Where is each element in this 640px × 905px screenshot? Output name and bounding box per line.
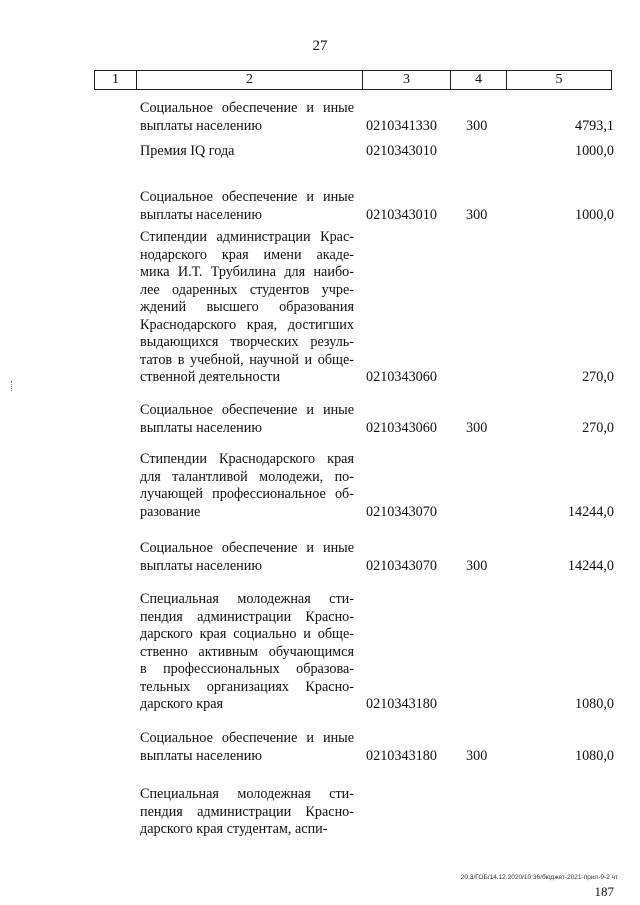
table-row — [0, 229, 640, 387]
row-description-line: Социальное обеспечение и иные — [140, 189, 354, 205]
footer-stamp: 20.3/ГОБ/14.12.2020/10:36/бюджет-2021-прил-9-2 чт — [460, 874, 618, 881]
header-col-3: 3 — [363, 71, 451, 89]
table-row — [0, 143, 640, 161]
row-description-line: выплаты населению — [140, 419, 262, 436]
row-description-line: мика И.Т. Трубилина для наибо- — [140, 264, 354, 280]
row-expense-type: 300 — [466, 206, 488, 223]
row-expense-type: 300 — [466, 747, 488, 764]
row-code: 0210343010 — [366, 143, 437, 159]
row-description-line: Стипендии администрации Крас- — [140, 229, 354, 245]
row-description-line: Специальная молодежная сти- — [140, 591, 354, 607]
row-description-line: пендия администрации Красно- — [140, 803, 354, 820]
table-row — [0, 451, 640, 521]
row-expense-type: 300 — [466, 557, 488, 574]
row-description-line: ждений высшего образования — [140, 299, 354, 315]
row-description — [140, 100, 354, 135]
row-amount: 1080,0 — [574, 696, 614, 712]
row-description-line: дарского края — [140, 696, 224, 712]
row-description-line: Социальное обеспечение и иные — [140, 402, 354, 418]
row-description-line: выплаты населению — [140, 557, 262, 574]
table-row — [0, 786, 640, 839]
row-description-line: выплаты населению — [140, 117, 262, 134]
row-expense-type: 300 — [466, 117, 488, 134]
header-col-4: 4 — [451, 71, 507, 89]
row-description-line: Краснодарского края, достигших — [140, 316, 354, 333]
row-amount: 4793,1 — [574, 117, 614, 134]
row-description-line: выплаты населению — [140, 206, 262, 223]
row-description-line: в профессиональных образова- — [140, 661, 354, 677]
row-description — [140, 189, 354, 224]
table-row — [0, 540, 640, 575]
row-amount: 1080,0 — [574, 747, 614, 764]
row-description-line: Социальное обеспечение и иные — [140, 730, 354, 746]
row-description-line: татов в учебной, научной и обще- — [140, 351, 354, 368]
header-col-5: 5 — [555, 72, 563, 87]
row-description-line: лее одаренных студентов учре- — [140, 281, 354, 298]
row-description-line: Специальная молодежная сти- — [140, 786, 354, 802]
table-row — [0, 100, 640, 135]
row-amount: 14244,0 — [567, 503, 614, 520]
header-col-2: 2 — [137, 71, 363, 89]
table-row — [0, 402, 640, 437]
row-expense-type: 300 — [466, 419, 488, 436]
row-code: 0210343070 — [366, 503, 437, 520]
row-code: 0210343180 — [366, 696, 437, 712]
row-code: 0210343070 — [366, 557, 437, 574]
row-code: 0210343010 — [366, 206, 437, 223]
row-description-line: для талантливой молодежи, по- — [140, 468, 354, 485]
row-description-line: лучающей профессиональное об- — [140, 486, 354, 502]
row-description-line: разование — [140, 503, 201, 520]
row-code: 0210343060 — [366, 369, 437, 385]
row-description-line: пендия администрации Красно- — [140, 608, 354, 625]
row-amount: 270,0 — [582, 419, 614, 436]
row-code: 0210341330 — [366, 117, 437, 134]
row-description-line: выдающихся творческих резуль- — [140, 334, 354, 350]
table-row — [0, 591, 640, 714]
table-row — [0, 730, 640, 765]
row-description — [140, 143, 354, 161]
row-description-line: Стипендии Краснодарского края — [140, 451, 354, 467]
row-description-line: дарского края студентам, аспи- — [140, 821, 328, 837]
row-description-line: Социальное обеспечение и иные — [140, 100, 354, 116]
header-col-1: 1 — [95, 71, 137, 89]
row-amount: 1000,0 — [574, 206, 614, 223]
row-code: 0210343180 — [366, 747, 437, 764]
row-description-line: Премия IQ года — [140, 143, 235, 159]
row-amount: 14244,0 — [567, 557, 614, 574]
row-amount: 1000,0 — [574, 143, 614, 159]
row-description — [140, 786, 354, 839]
row-description-line: ственно активным обучающимся — [140, 643, 354, 660]
footer-page-number: 187 — [594, 884, 614, 899]
page-number: 27 — [312, 38, 328, 54]
row-amount: 270,0 — [582, 369, 614, 385]
row-description — [140, 229, 354, 387]
row-description — [140, 591, 354, 714]
row-description-line: дарского края социально и обще- — [140, 626, 354, 642]
row-description — [140, 730, 354, 765]
row-description-line: Социальное обеспечение и иные — [140, 540, 354, 556]
table-header — [94, 70, 612, 90]
row-description-line: ственной деятельности — [140, 369, 281, 385]
row-description — [140, 540, 354, 575]
row-description-line: тельных организациях Красно- — [140, 678, 354, 695]
row-description-line: выплаты населению — [140, 747, 262, 764]
row-code: 0210343060 — [366, 419, 437, 436]
row-description-line: нодарского края имени акаде- — [140, 246, 354, 263]
row-description — [140, 402, 354, 437]
table-row — [0, 189, 640, 224]
row-description — [140, 451, 354, 521]
